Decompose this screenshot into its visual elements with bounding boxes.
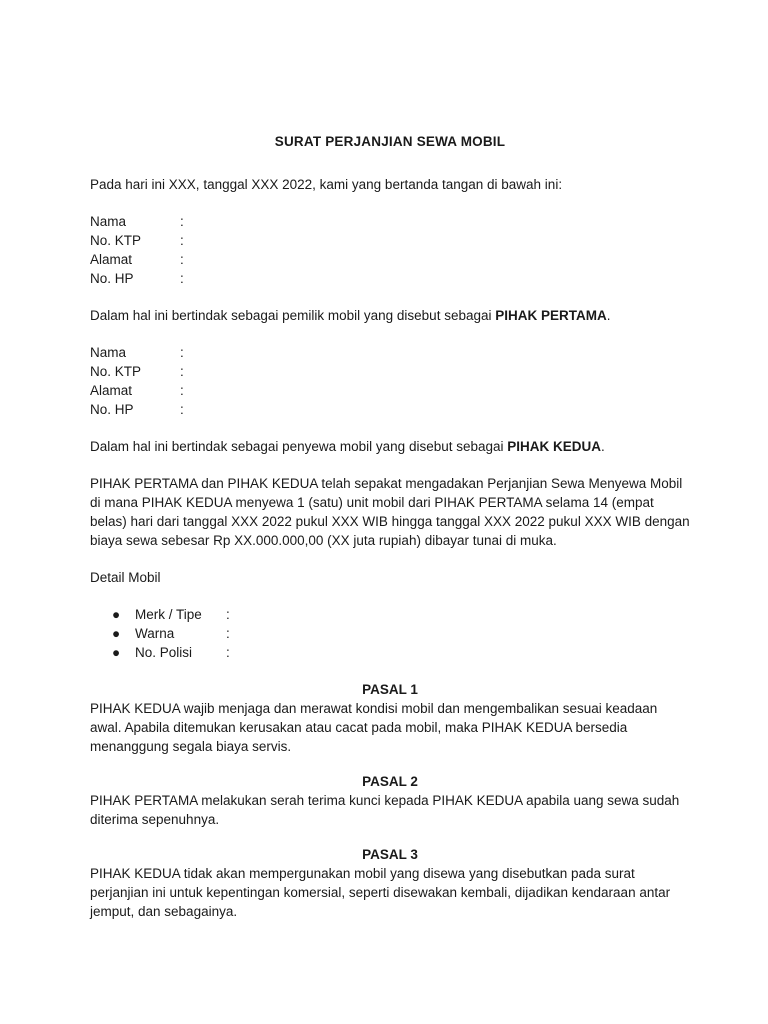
party1-statement-text: Dalam hal ini bertindak sebagai pemilik mobil yang disebut sebagai: [90, 308, 496, 323]
pasal-2-body: PIHAK PERTAMA melakukan serah terima kunci kepada PIHAK KEDUA apabila uang sewa sudah diterima sepenuhnya.: [90, 793, 680, 827]
party1-fields: [90, 212, 690, 288]
party2-field-name: [90, 343, 690, 362]
party2-field-phone: [90, 400, 690, 419]
field-label: No. KTP: [90, 364, 142, 379]
party1-field-phone: [90, 269, 690, 288]
document-title: SURAT PERJANJIAN SEWA MOBIL: [274, 134, 506, 149]
field-label: Nama: [90, 345, 127, 360]
list-item: [90, 605, 690, 624]
list-item: [90, 643, 690, 662]
party1-field-address: [90, 250, 690, 269]
car-detail-colon: :: [226, 607, 230, 622]
car-detail-colon: :: [226, 645, 230, 660]
intro-paragraph: Pada hari ini XXX, tanggal XXX 2022, kami yang bertanda tangan di bawah ini:: [90, 177, 563, 192]
car-detail-label: No. Polisi: [135, 645, 193, 660]
car-details-heading: Detail Mobil: [90, 570, 161, 585]
car-detail-label: Warna: [135, 626, 175, 641]
bullet-icon: ●: [112, 645, 121, 660]
field-colon: :: [180, 214, 184, 229]
field-label: No. KTP: [90, 233, 142, 248]
field-label: Nama: [90, 214, 127, 229]
pasal-2-title: PASAL 2: [362, 774, 418, 789]
car-details-list: [90, 605, 690, 662]
list-item: [90, 624, 690, 643]
party1-role: PIHAK PERTAMA: [495, 308, 607, 323]
field-label: Alamat: [90, 383, 133, 398]
party1-field-name: [90, 212, 690, 231]
party1-statement-end: .: [606, 308, 611, 323]
pasal-1-body: PIHAK KEDUA wajib menjaga dan merawat kondisi mobil dan mengembalikan sesuai keadaan awal. Apabila ditemukan kerusakan atau cacat pada mobil, maka PIHAK KEDUA bersedia menanggung segala biaya servis.: [90, 701, 658, 754]
field-colon: :: [180, 364, 184, 379]
party2-statement-end: .: [601, 439, 605, 454]
party2-field-ktp: [90, 362, 690, 381]
field-label: Alamat: [90, 252, 133, 267]
party2-role: PIHAK KEDUA: [507, 439, 602, 454]
field-colon: :: [180, 252, 184, 267]
party2-statement-text: Dalam hal ini bertindak sebagai penyewa mobil yang disebut sebagai: [90, 439, 508, 454]
pasal-1-title: PASAL 1: [362, 682, 418, 697]
bullet-icon: ●: [112, 626, 121, 641]
field-label: No. HP: [90, 271, 134, 286]
car-detail-label: Merk / Tipe: [135, 607, 202, 622]
pasal-3-title: PASAL 3: [362, 847, 418, 862]
pasal-3-body: PIHAK KEDUA tidak akan mempergunakan mobil yang disewa yang disebutkan pada surat perjanjian ini untuk kepentingan komersial, seperti disewakan kembali, dijadikan kendaraan antar jemput, dan sebagainya.: [90, 866, 671, 919]
field-colon: :: [180, 271, 184, 286]
party2-fields: [90, 343, 690, 419]
field-colon: :: [180, 345, 184, 360]
car-detail-colon: :: [226, 626, 230, 641]
bullet-icon: ●: [112, 607, 121, 622]
party2-field-address: [90, 381, 690, 400]
party1-statement: [90, 306, 690, 325]
document-content: [90, 132, 690, 937]
field-colon: :: [180, 402, 184, 417]
field-colon: :: [180, 233, 184, 248]
field-colon: :: [180, 383, 184, 398]
party2-statement: [90, 437, 690, 456]
agreement-paragraph: PIHAK PERTAMA dan PIHAK KEDUA telah sepakat mengadakan Perjanjian Sewa Menyewa Mobil di mana PIHAK KEDUA menyewa 1 (satu) unit mobil dari PIHAK PERTAMA selama 14 (empat belas) hari dari tanggal XXX 2022 pukul XXX WIB hingga tanggal XXX 2022 pukul XXX WIB dengan biaya sewa sebesar Rp XX.000.000,00 (XX juta rupiah) dibayar tunai di muka.: [90, 476, 690, 548]
field-label: No. HP: [90, 402, 134, 417]
party1-field-ktp: [90, 231, 690, 250]
